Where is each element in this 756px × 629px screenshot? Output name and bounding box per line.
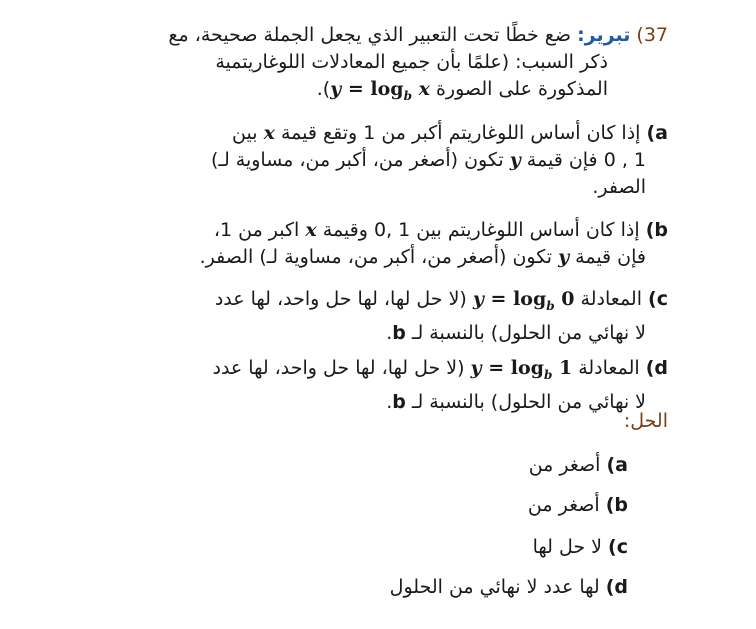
answer-b-letter: b) [605,494,628,516]
part-c-var-b: b [392,321,406,344]
part-b-letter: b) [645,219,668,241]
part-a-text-2a: 1 , 0 فإن قيمة [520,149,646,171]
question-label: تبرير: [577,24,631,46]
part-a [88,120,668,201]
part-d [88,355,668,416]
part-a-var-y: y [509,149,521,171]
part-b-text-1a: إذا كان أساس اللوغاريتم بين 1 ,0 وقيمة [316,219,646,241]
part-c-eq-log: log [513,288,547,310]
part-d-eq-base: b [543,367,553,382]
part-c-text-2b: . [386,321,393,344]
part-b [88,217,668,271]
part-c-equation [473,286,575,320]
question-intro-text-3b: ). [316,78,331,100]
question-intro-text-3a: المذكورة على الصورة [429,78,608,100]
question-intro [88,22,668,110]
part-d-text-1a: المعادلة [572,357,646,379]
formula-log: log [370,78,404,100]
part-a-text-3: الصفر. [592,176,646,198]
question-intro-line-3 [88,76,668,110]
part-d-var-b: b [392,390,406,413]
part-c-text-1a: المعادلة [574,288,649,310]
part-d-eq-arg: 1 [552,357,573,379]
log-form-formula [330,76,430,110]
part-b-text-2a: فإن قيمة [569,246,646,268]
part-c-letter: c) [648,288,668,310]
answer-d-text: لها عدد لا نهائي من الحلول [389,576,606,598]
answer-b-text: أصغر من [527,494,606,516]
formula-base: b [403,88,412,103]
part-c [88,286,668,347]
part-a-text-1b: بين [232,122,264,144]
answer-c [533,536,628,558]
formula-equals: = [341,78,371,100]
part-a-line-2 [88,147,668,174]
part-d-eq-log: log [510,357,544,379]
part-d-line-1 [88,355,668,389]
part-c-text-1b: (لا حل لها، لها حل واحد، لها عدد [214,288,473,310]
answer-c-letter: c) [608,536,628,558]
solution-label: الحل: [623,410,668,432]
part-d-equation [471,355,573,389]
question-intro-text-1: ضع خطًا تحت التعبير الذي يجعل الجملة صحيحة، مع [168,24,578,46]
part-a-text-1a: إذا كان أساس اللوغاريتم أكبر من 1 وتقع قيمة [274,122,647,144]
part-c-line-2 [88,320,668,347]
part-d-eq-y: y [470,357,482,379]
part-c-text-2a: لا نهائي من الحلول) بالنسبة لـ [405,321,646,344]
part-a-text-2b: تكون (أصغر من، أكبر من، مساوية لـ) [210,149,510,171]
part-c-eq-base: b [546,298,555,313]
formula-y: y [330,78,342,100]
part-c-eq-y: y [472,288,484,310]
question-intro-text-2: ذكر السبب: (علمًا بأن جميع المعادلات اللوغاريتمية [215,51,608,73]
part-b-var-y: y [558,246,570,268]
question-number: 37) [636,24,668,46]
question-intro-line-2 [88,49,668,76]
part-a-line-1 [88,120,668,147]
answer-b [528,494,628,516]
part-c-line-1 [88,286,668,320]
answer-a-text: أصغر من [528,454,607,476]
part-c-eq-arg: 0 [554,288,575,310]
answer-d-letter: d) [605,576,628,598]
answer-d [390,576,628,598]
part-d-eq-equals: = [481,357,511,379]
part-b-line-1 [88,217,668,244]
part-d-text-2b: . [386,390,393,413]
part-b-line-2 [88,244,668,271]
part-b-text-2b: تكون (أصغر من، أكبر من، مساوية لـ) الصفر. [199,246,559,268]
part-d-line-2 [88,389,668,416]
part-b-text-1b: اكبر من 1، [213,219,306,241]
answer-c-text: لا حل لها [532,536,609,558]
part-c-eq-equals: = [483,288,514,310]
part-a-line-3 [88,174,668,201]
answer-a-letter: a) [606,454,628,476]
formula-x: x [411,78,430,100]
question-intro-line-1 [88,22,668,49]
part-a-letter: a) [646,122,668,144]
part-d-text-2a: لا نهائي من الحلول) بالنسبة لـ [405,390,646,413]
part-b-var-x: x [305,219,317,241]
part-d-text-1b: (لا حل لها، لها حل واحد، لها عدد [212,357,471,379]
part-a-var-x: x [263,122,275,144]
part-d-letter: d) [645,357,668,379]
answer-a [529,454,628,476]
